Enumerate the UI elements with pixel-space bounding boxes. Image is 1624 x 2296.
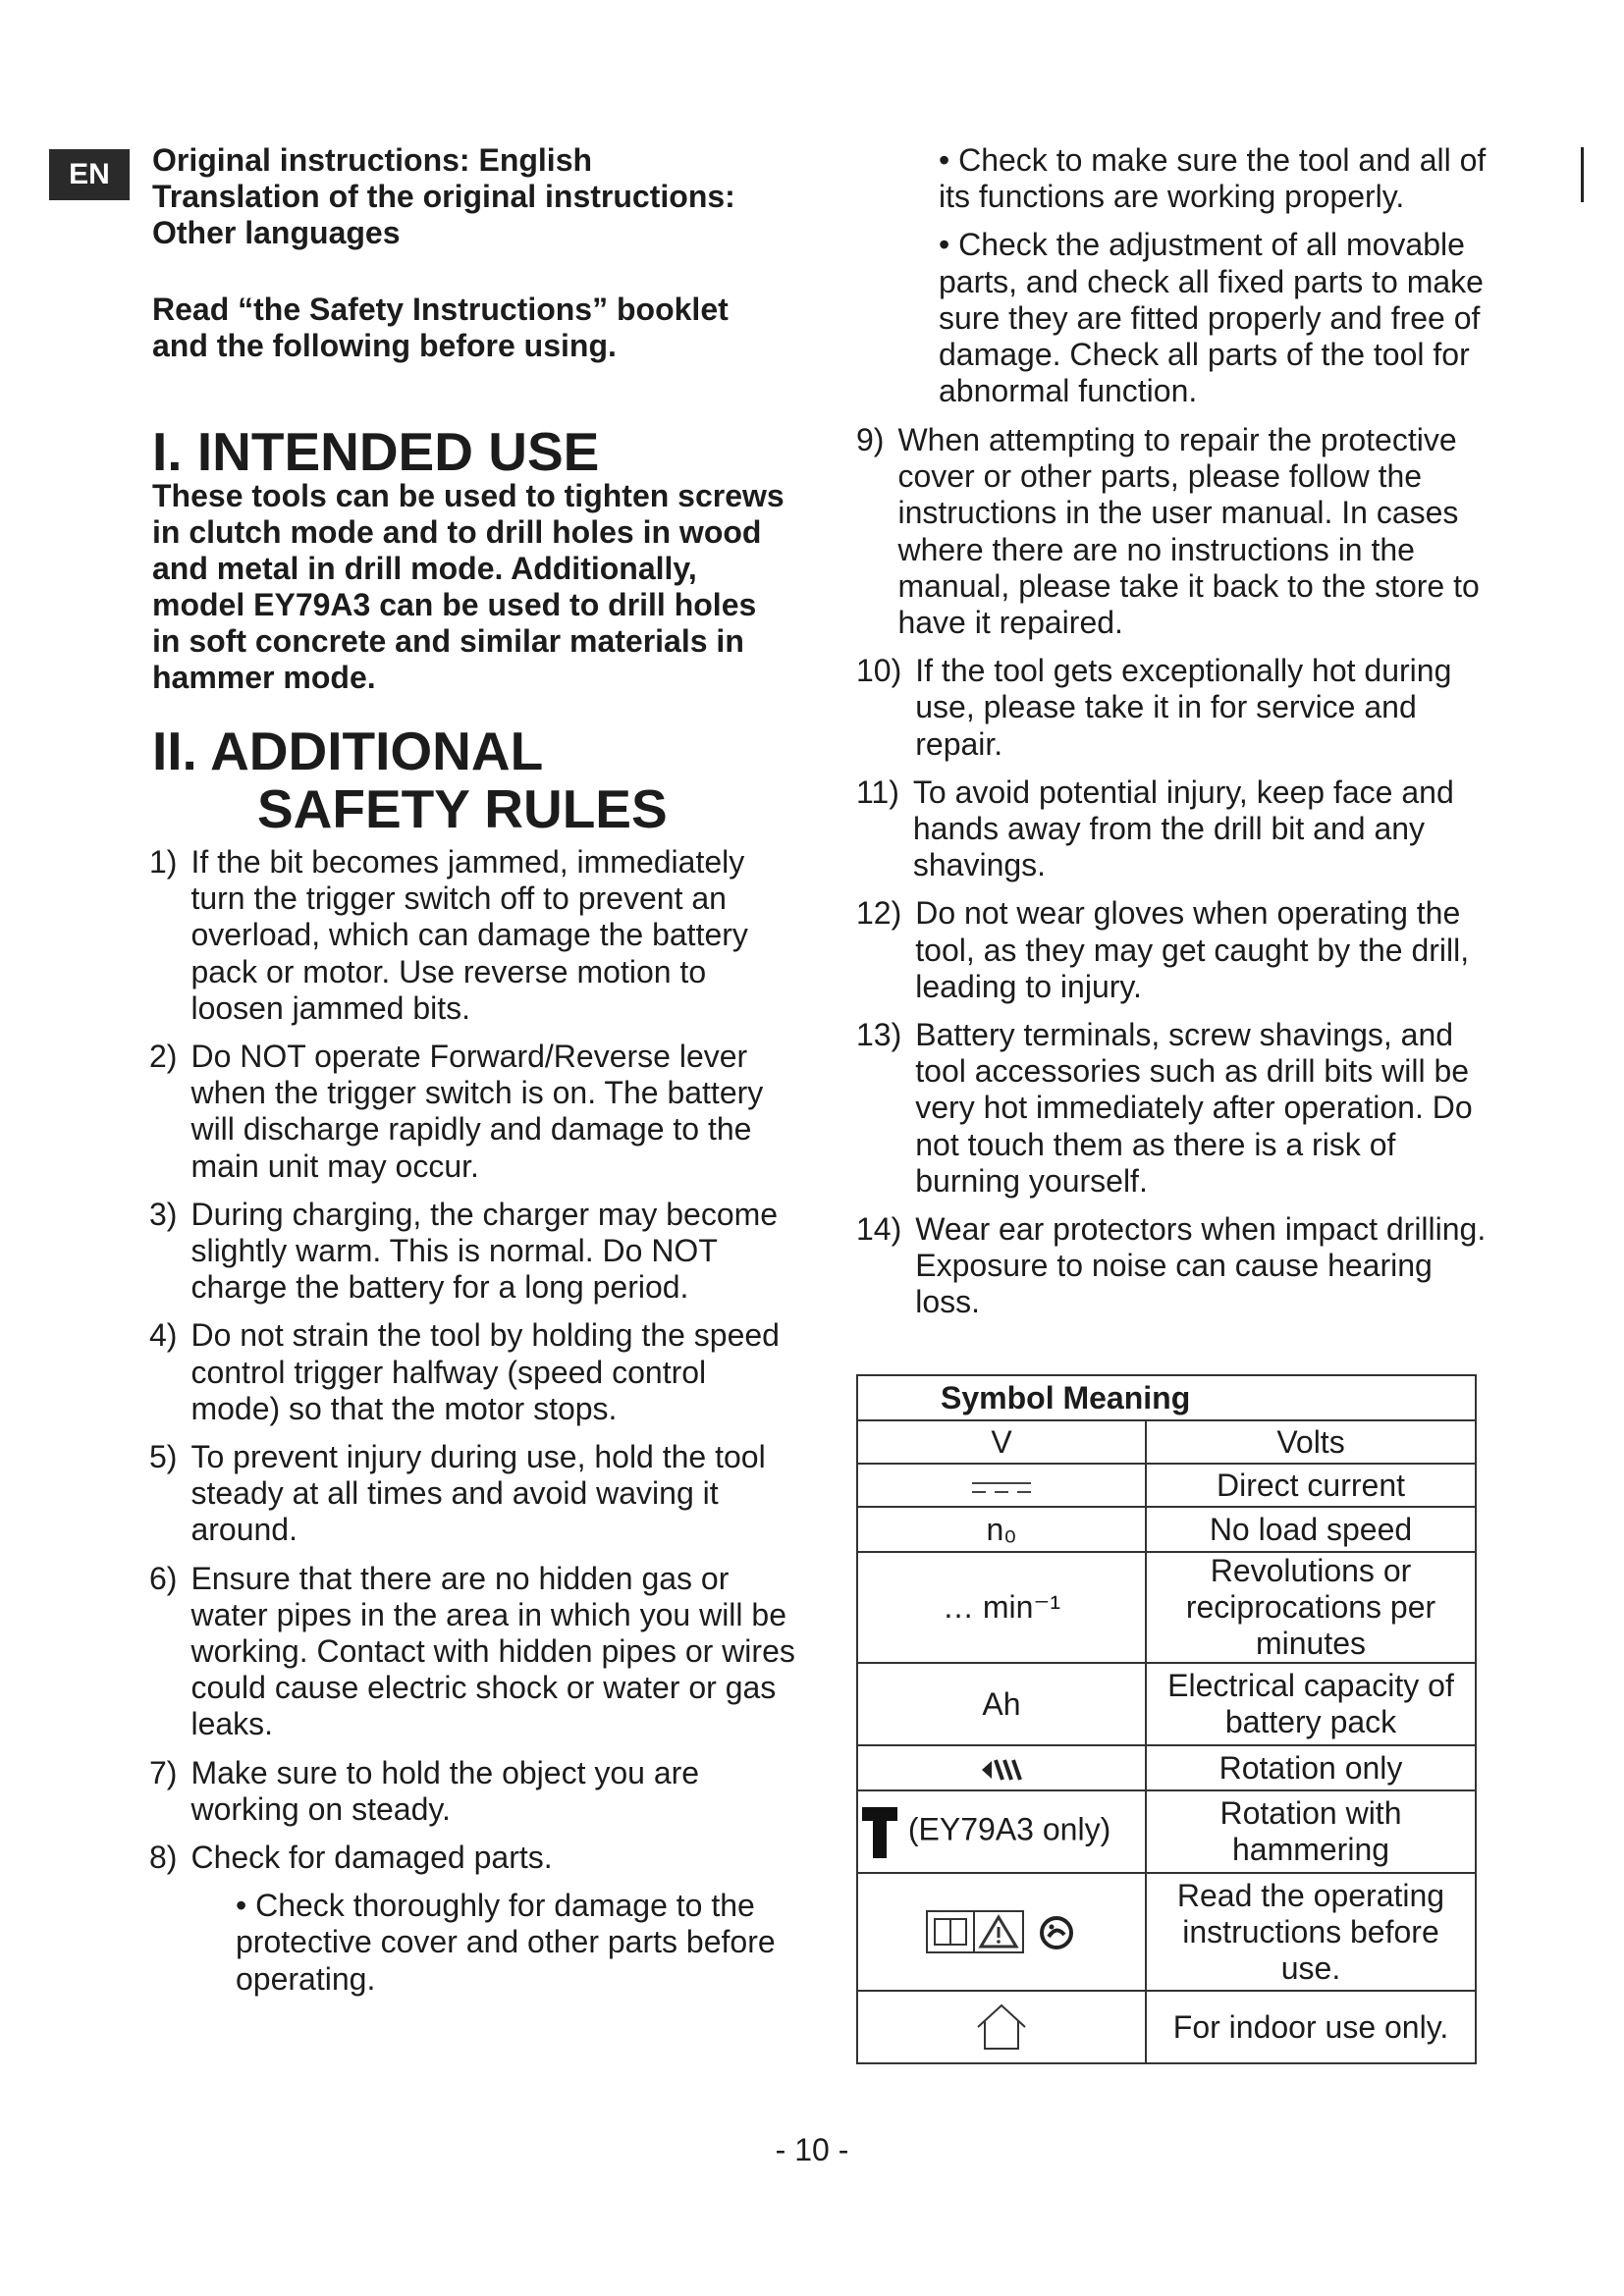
rule-number: 12)	[856, 895, 902, 932]
rule-text: To avoid potential injury, keep face and hands away from the drill bit and any shavings.	[912, 774, 1454, 883]
section-1-title: I. INTENDED USE	[152, 421, 600, 482]
symbol-table	[856, 1374, 1477, 2064]
symbol-cell: V	[857, 1420, 1146, 1464]
rule-item	[149, 1561, 797, 1743]
header-line-3: Other languages	[152, 215, 401, 250]
rule-text: Battery terminals, screw shavings, and tool accessories such as drill bits will be very hot immediately after operation. Do not touch them as there is a risk of burning yourself.	[915, 1017, 1473, 1199]
meaning-cell: No load speed	[1146, 1507, 1476, 1552]
meaning-cell: Electrical capacity of battery pack	[1146, 1663, 1476, 1745]
hammer-icon	[860, 1803, 899, 1860]
rule-text: Ensure that there are no hidden gas or water pipes in the area in which you will be working. Contact with hidden pipes or wires could cause electric shock or water or gas leaks.	[190, 1560, 795, 1742]
language-badge: EN	[49, 149, 130, 200]
rule-text: During charging, the charger may become slightly warm. This is normal. Do NOT charge the battery for a long period.	[190, 1196, 779, 1306]
instructions-header	[152, 142, 820, 251]
rule-number: 3)	[149, 1196, 178, 1232]
rule-text: To prevent injury during use, hold the tool steady at all times and avoid waving it around.	[190, 1439, 766, 1548]
rule-item	[149, 1317, 797, 1427]
rule-8-bullet: • Check thoroughly for damage to the protective cover and other parts before operating.	[236, 1888, 776, 1997]
section-2-title-line-1: II. ADDITIONAL	[152, 721, 544, 781]
meaning-cell: For indoor use only.	[1146, 1991, 1476, 2063]
rule-text: Do NOT operate Forward/Reverse lever when the trigger switch is on. The battery will discharge rapidly and damage to the main unit may occur.	[190, 1039, 764, 1184]
rule-number: 9)	[856, 422, 885, 457]
rule-item	[856, 422, 1504, 641]
page-number: - 10 -	[775, 2132, 849, 2167]
rule-item	[149, 1039, 797, 1185]
rule-number: 14)	[856, 1211, 902, 1248]
header-line-2: Translation of the original instructions:	[152, 179, 735, 214]
rule-text: Do not strain the tool by holding the speed control trigger halfway (speed control mode) so that the motor stops.	[190, 1317, 780, 1426]
rule-item	[149, 1755, 797, 1828]
meaning-cell: Direct current	[1146, 1464, 1476, 1507]
meaning-cell: Rotation only	[1146, 1745, 1476, 1790]
symbol-cell: … min⁻¹	[857, 1552, 1146, 1663]
meaning-cell: Volts	[1146, 1420, 1476, 1464]
meaning-cell: Revolutions or reciprocations per minutes	[1146, 1552, 1476, 1663]
symbol-cell	[857, 1991, 1146, 2063]
rule-item	[149, 1197, 797, 1307]
rule-number: 8)	[149, 1840, 178, 1876]
rules-right-column	[856, 422, 1504, 1333]
table-header: Symbol Meaning	[857, 1375, 1476, 1420]
rule-number: 7)	[149, 1754, 178, 1790]
symbol-cell	[857, 1464, 1146, 1507]
rule-text: Make sure to hold the object you are working on steady.	[190, 1754, 700, 1827]
rule-8-bullet: • Check to make sure the tool and all of its functions are working properly.	[939, 142, 1487, 215]
rule-item	[149, 1439, 797, 1549]
symbol-cell	[857, 1873, 1146, 1991]
rules-left-column	[149, 844, 797, 2007]
read-note: Read “the Safety Instructions” booklet and the following before using.	[152, 292, 729, 363]
symbol-cell	[857, 1745, 1146, 1790]
rule-number: 10)	[856, 653, 902, 689]
meaning-cell: Rotation with hammering	[1146, 1790, 1476, 1873]
rule-number: 13)	[856, 1017, 902, 1053]
read-manual-icon	[923, 1907, 1080, 1956]
rule-item	[856, 774, 1504, 884]
rule-8-bullets-continued	[939, 142, 1508, 421]
rule-item	[149, 844, 797, 1027]
rule-item	[856, 895, 1504, 1005]
rule-text: If the tool gets exceptionally hot during use, please take it in for service and repair.	[915, 653, 1452, 762]
meaning-cell: Read the operating instructions before use.	[1146, 1873, 1476, 1991]
rule-number: 2)	[149, 1039, 178, 1075]
rule-number: 11)	[856, 774, 899, 810]
rule-item	[856, 1211, 1504, 1321]
rule-number: 6)	[149, 1560, 178, 1596]
rule-number: 4)	[149, 1317, 178, 1354]
header-line-1: Original instructions: English	[152, 142, 593, 178]
rule-number: 5)	[149, 1439, 178, 1475]
margin-bar	[1581, 147, 1584, 202]
rule-item	[149, 1840, 797, 1876]
rule-8-bullet: • Check the adjustment of all movable parts, and check all fixed parts to make sure they are fitted properly and free of damage. Check all parts of the tool for abnormal function.	[939, 227, 1484, 409]
hammer-symbol-label: (EY79A3 only)	[907, 1811, 1111, 1847]
rule-text-main: Wear ear protectors when impact drilling.	[915, 1211, 1487, 1248]
rule-text: Check for damaged parts.	[190, 1840, 553, 1876]
rule-text: When attempting to repair the protective cover or other parts, please follow the instructions in the user manual. In cases where there are no instructions in the manual, please take it back to the store to have it repaired.	[897, 422, 1480, 641]
indoor-use-icon	[972, 2002, 1031, 2053]
rule-text-extra: Exposure to noise can cause hearing loss.	[915, 1248, 1433, 1320]
rule-text: If the bit becomes jammed, immediately turn the trigger switch off to prevent an overload, which can damage the battery pack or motor. Use reverse motion to loosen jammed bits.	[190, 844, 748, 1026]
rule-item	[856, 653, 1504, 763]
symbol-cell: n₀	[857, 1507, 1146, 1552]
rule-item	[856, 1017, 1504, 1200]
intended-use-text: These tools can be used to tighten screws in clutch mode and to drill holes in wood and metal in drill mode. Additionally, model EY79A3 can be used to drill holes in soft concrete and similar materials in hammer mode.	[152, 478, 785, 695]
rotation-only-icon	[980, 1757, 1023, 1783]
symbol-cell: Ah	[857, 1663, 1146, 1745]
direct-current-icon	[970, 1477, 1033, 1497]
rule-text: Do not wear gloves when operating the tool, as they may get caught by the drill, leading to injury.	[915, 895, 1470, 1004]
rule-text	[915, 1211, 1504, 1321]
section-2-title-line-2: SAFETY RULES	[257, 778, 668, 839]
rule-number: 1)	[149, 844, 178, 880]
symbol-cell	[857, 1790, 1146, 1873]
